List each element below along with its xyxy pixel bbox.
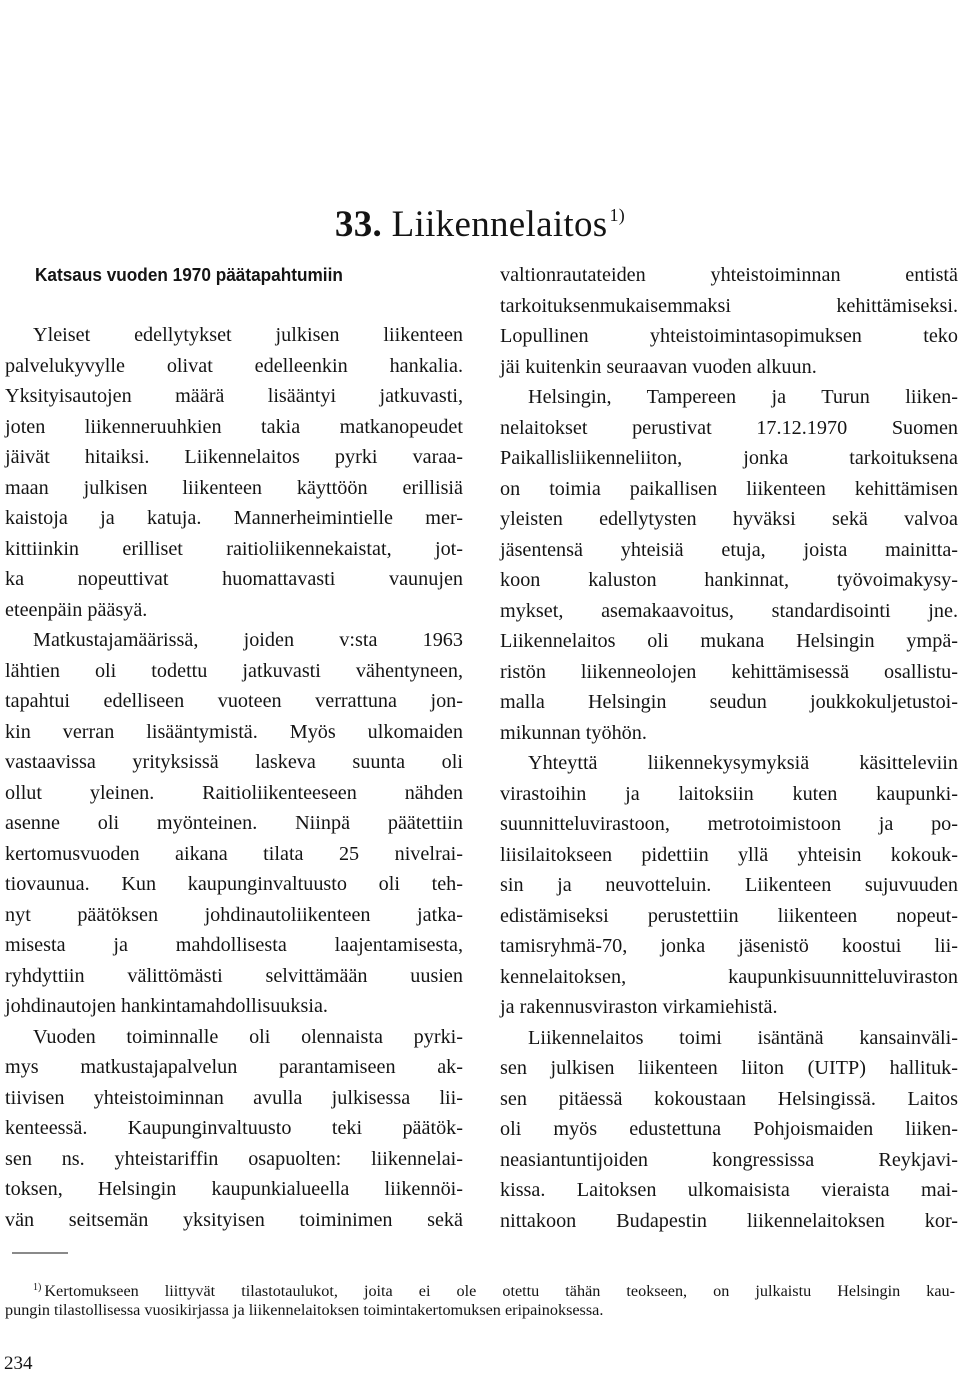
text-line: sen julkisen liikenteen liiton (UITP) hallituk- — [500, 1057, 958, 1079]
text-line: vän seitsemän yksityisen toiminimen sekä — [5, 1208, 463, 1231]
text-line: nyt päätöksen johdinautoliikenteen jatka- — [5, 903, 463, 926]
text-line: virastoihin ja laitoksiin kuten kaupunki- — [500, 782, 958, 805]
text-line: Vuoden toiminnalle oli olennaista pyrki- — [33, 1025, 463, 1048]
text-line: sen ns. yhteistariffin osapuolten: liikennelai- — [5, 1147, 463, 1170]
text-line: maan julkisen liikenteen käyttöön erillisiä — [5, 476, 463, 499]
footnote-line-text: Kertomukseen liittyvät tilastotaulukot, joita ei ole otettu tähän teokseen, on julkaistu Helsingin kau- — [44, 1282, 955, 1300]
footnote-line — [5, 1277, 955, 1299]
text-line: kissa. Laitoksen ulkomaisista vieraista mai- — [500, 1179, 958, 1201]
text-line: Liikennelaitos oli mukana Helsingin ympä- — [500, 630, 958, 652]
text-line: mikunnan työhön. — [500, 721, 647, 744]
text-line: eteenpäin pääsyä. — [5, 598, 148, 621]
text-line: kin verran lisääntymistä. Myös ulkomaiden — [5, 720, 463, 743]
footnote-line: pungin tilastollisessa vuosikirjassa ja liikennelaitoksen toimintakertomuksen eripainoksessa. — [5, 1301, 604, 1319]
left-column-text — [5, 320, 463, 1235]
text-line: kennelaitoksen, kaupunkisuunnitteluviraston — [500, 965, 958, 988]
text-line: Yhteyttä liikennekysymyksiä käsitteleviin — [528, 752, 958, 774]
text-line: tiivisen yhteistoiminnan avulla julkisessa lii- — [5, 1086, 463, 1109]
text-line: koon kaluston hankinnat, työvoimakysy- — [500, 569, 958, 591]
text-line: sen pitäessä kokoustaan Helsingissä. Laitos — [500, 1087, 958, 1110]
text-line: valtionrautateiden yhteistoiminnan entistä — [500, 264, 958, 286]
text-line: kenteessä. Kaupunginvaltuusto teki päätök- — [5, 1117, 463, 1139]
right-column — [500, 260, 958, 1236]
text-line: mykset, asemakaavoitus, standardisointi jne. — [500, 599, 958, 622]
text-line: nelaitokset perustivat 17.12.1970 Suomen — [500, 416, 958, 439]
text-line: toksen, Helsingin kaupunkialueella liikennöi- — [5, 1178, 463, 1200]
text-line: edistämiseksi perustettiin liikenteen nopeut- — [500, 904, 958, 927]
text-line: misesta ja mahdollisesta laajentamisesta, — [5, 934, 463, 956]
text-line: ja rakennusviraston virkamiehistä. — [500, 996, 778, 1018]
text-line: joten liikenneruuhkien takia matkanopeudet — [5, 415, 463, 438]
text-line: mys matkustajapalvelun parantamiseen ak- — [5, 1056, 463, 1078]
text-line: jäi kuitenkin seuraavan vuoden alkuun. — [500, 355, 817, 378]
text-line: Yksityisautojen määrä lisääntyi jatkuvasti, — [5, 385, 463, 407]
text-line: ollut yleinen. Raitioliikenteeseen nähden — [5, 781, 463, 804]
footnote-marker: 1) — [33, 1282, 42, 1293]
text-line: tarkoituksenmukaisemmaksi kehittämiseksi. — [500, 294, 958, 317]
text-line: kertomusvuoden aikana tilata 25 nivelrai- — [5, 842, 463, 865]
text-line: nittakoon Budapestin liikennelaitoksen kor- — [500, 1209, 958, 1232]
text-line: oli myös edustettuna Pohjoismaiden liiken- — [500, 1118, 958, 1140]
text-line: Paikallisliikenneliiton, jonka tarkoituksena — [500, 447, 958, 469]
text-line: Yleiset edellytykset julkisen liikenteen — [33, 324, 463, 346]
text-line: vastaavissa yrityksissä laskeva suunta oli — [5, 751, 463, 773]
text-line: jäsentensä yhteisiä etuja, joista mainitta- — [500, 538, 958, 561]
text-line: lähtien oli todettu jatkuvasti vähentyneen, — [5, 659, 463, 682]
text-line: yleisten edellytysten hyväksi sekä valvoa — [500, 508, 958, 530]
text-line: kaistoja ja katuja. Mannerheimintielle mer- — [5, 507, 463, 529]
right-column-text — [500, 260, 958, 1236]
text-line: jäivät hitaiksi. Liikennelaitos pyrki varaa- — [5, 446, 463, 468]
text-line: suunnitteluvirastoon, metrotoimistoon ja po- — [500, 813, 958, 835]
text-line: Matkustajamäärissä, joiden v:sta 1963 — [33, 629, 463, 651]
text-line: Helsingin, Tampereen ja Turun liiken- — [528, 386, 958, 408]
text-line: malla Helsingin seudun joukkokuljetustoi- — [500, 691, 958, 713]
text-line: sin ja neuvotteluin. Liikenteen sujuvuuden — [500, 874, 958, 896]
text-line: asenne oli myönteinen. Niinpä päätettiin — [5, 812, 463, 834]
text-line: ka nopeuttivat huomattavasti vaunujen — [5, 568, 463, 590]
text-line: Liikennelaitos toimi isäntänä kansainväli- — [528, 1026, 958, 1049]
text-line: on toimia paikallisen liikenteen kehittämisen — [500, 477, 958, 500]
chapter-footnote-ref: 1) — [609, 204, 626, 225]
text-line: liisilaitokseen pidettiin yllä yhteisin kokouk- — [500, 843, 958, 866]
page-number: 234 — [4, 1353, 33, 1374]
text-line: tamisryhmä-70, jonka jäsenistö koostui lii- — [500, 935, 958, 957]
left-column — [5, 260, 463, 1235]
text-line: Lopullinen yhteistoimintasopimuksen teko — [500, 325, 958, 347]
text-line: palvelukyvylle olivat edelleenkin hankalia. — [5, 354, 463, 377]
text-line: johdinautojen hankintamahdollisuuksia. — [5, 995, 328, 1017]
text-line: kittiinkin erilliset raitioliikennekaistat, jot- — [5, 537, 463, 560]
chapter-title — [0, 193, 960, 247]
chapter-number: 33. — [334, 203, 383, 245]
footnote — [5, 1277, 955, 1321]
text-line: tiovaunua. Kun kaupunginvaltuusto oli teh- — [5, 873, 463, 895]
chapter-title-text: Liikennelaitos — [391, 203, 608, 245]
text-line: ryhdyttiin välittömästi selvittämään uusien — [5, 964, 463, 987]
text-line: ristön liikenneolojen kehittämisessä osallistu- — [500, 660, 958, 683]
section-heading: Katsaus vuoden 1970 päätapahtumiin — [35, 264, 343, 285]
text-line: neasiantuntijoiden kongressissa Reykjavi- — [500, 1148, 958, 1171]
text-line: tapahtui edelliseen vuoteen verrattuna jon- — [5, 690, 463, 712]
